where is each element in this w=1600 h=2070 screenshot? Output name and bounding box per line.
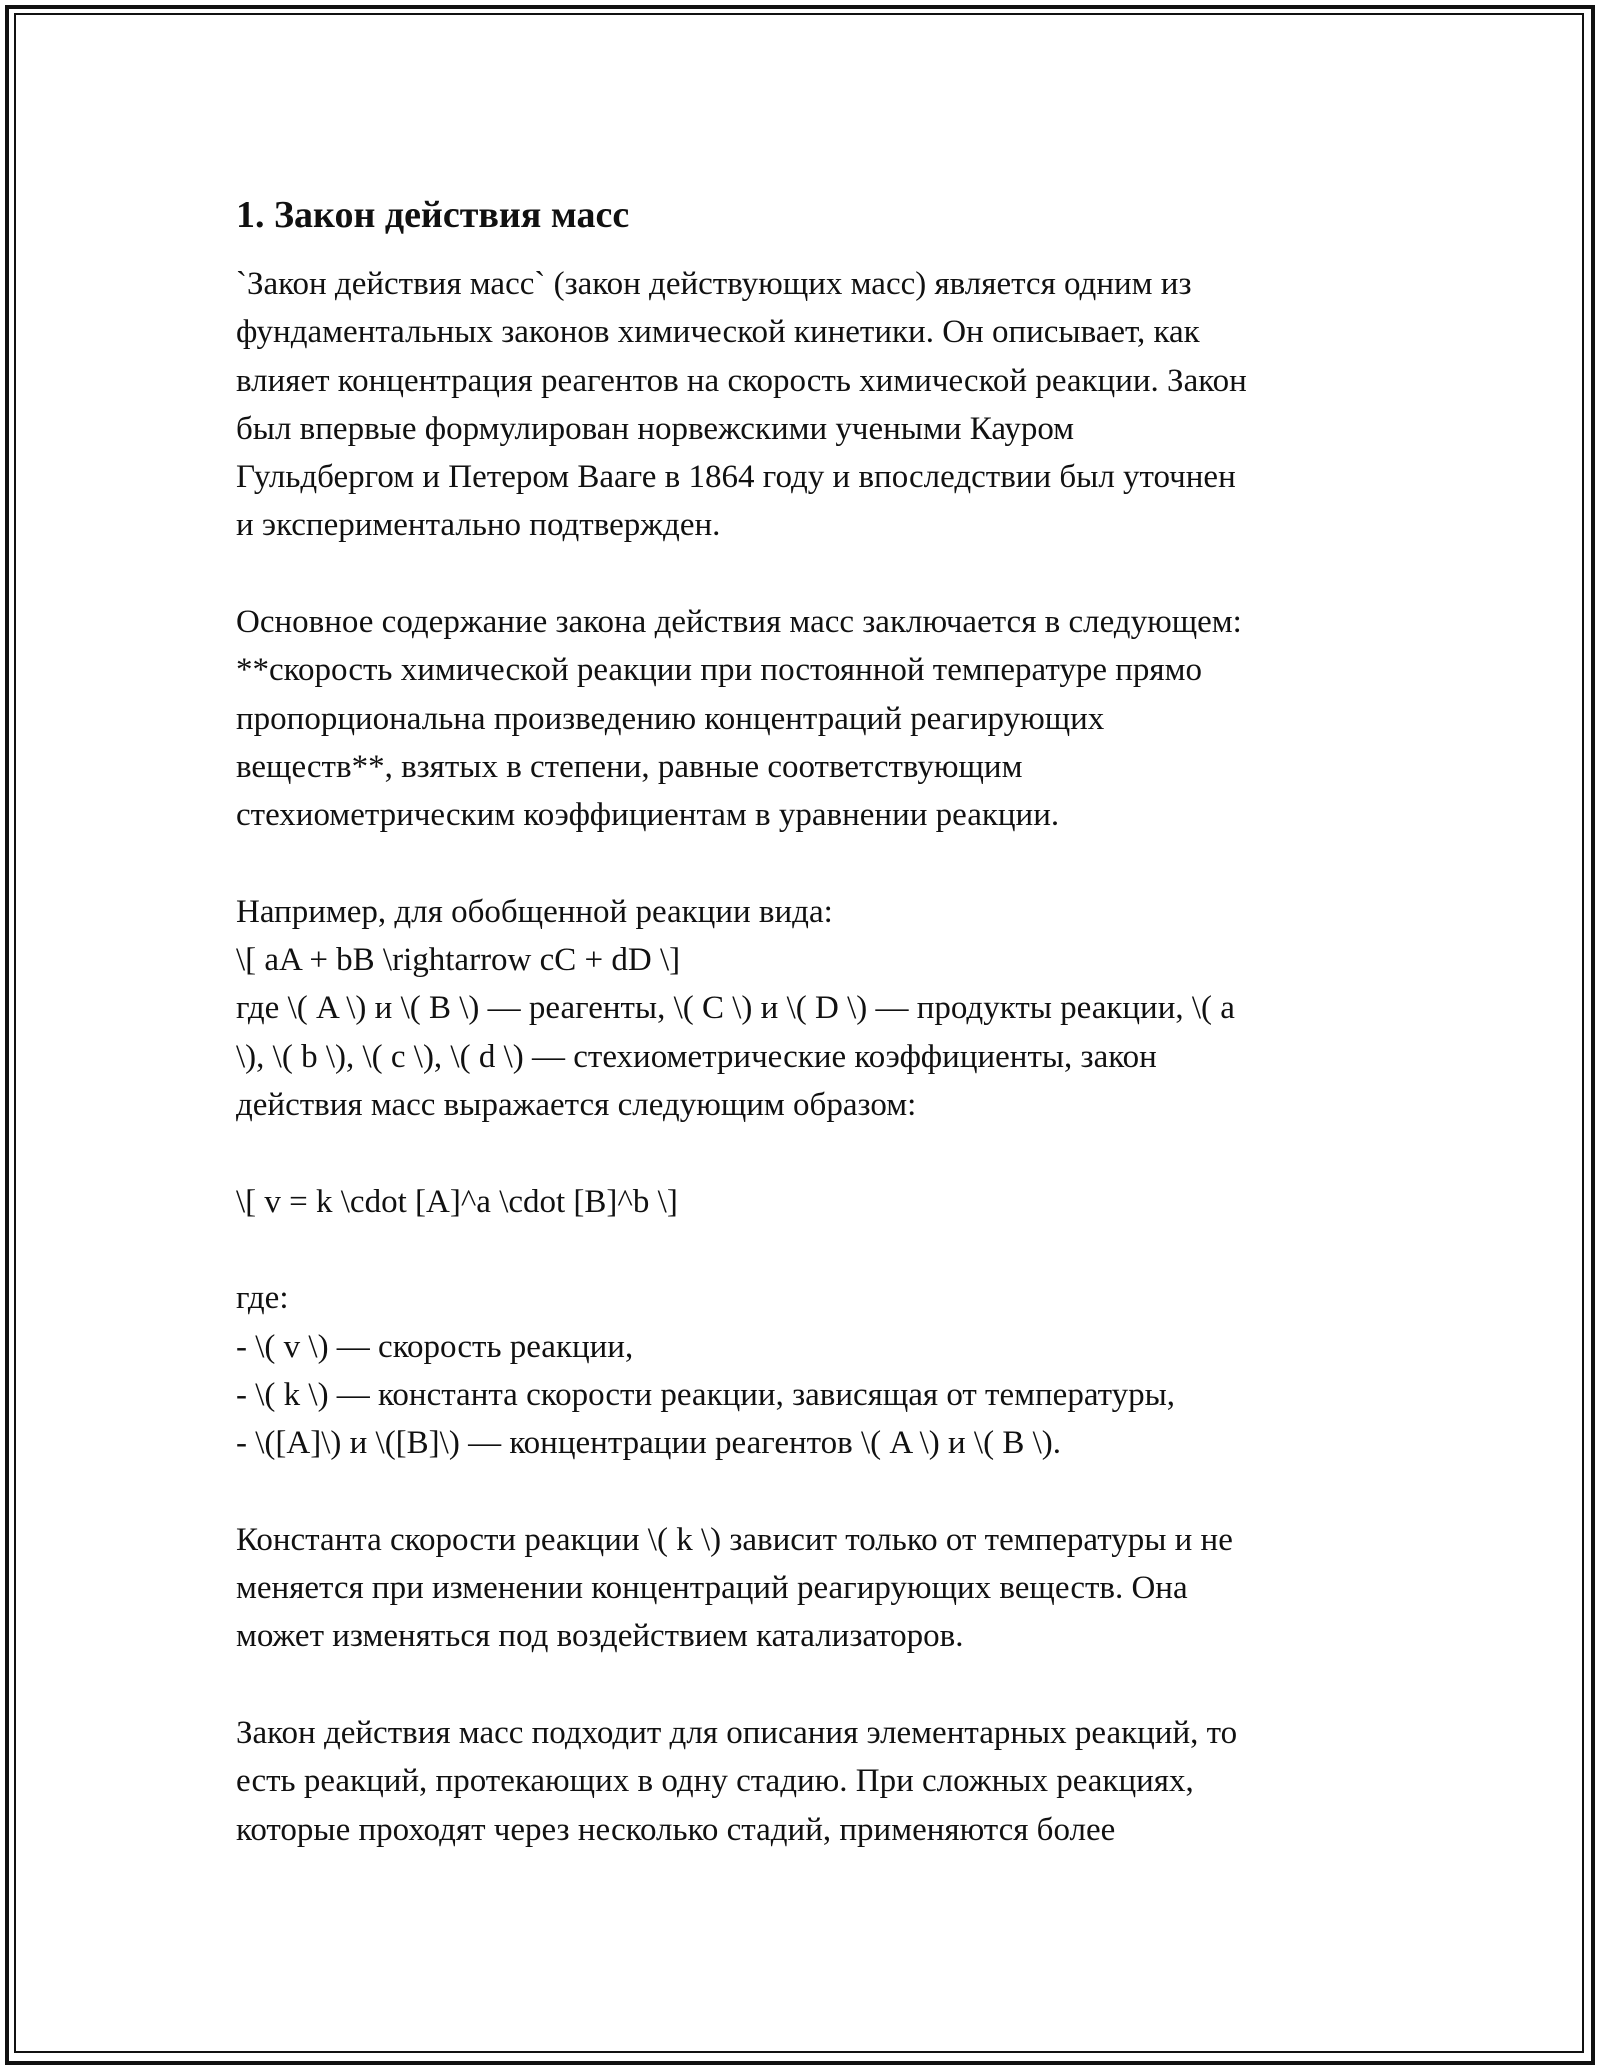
text-line: Например, для обобщенной реакции вида: xyxy=(236,893,833,930)
text-line: стехиометрическим коэффициентам в уравнении реакции. xyxy=(236,797,1060,834)
text-line: `Закон действия масс` (закон действующих масс) является одним из xyxy=(236,266,1192,302)
text-line: - \( k \) — константа скорости реакции, зависящая от температуры, xyxy=(236,1376,1176,1413)
text-line: есть реакций, протекающих в одну стадию. При сложных реакциях, xyxy=(236,1763,1194,1800)
text-line: Константа скорости реакции \( k \) зависит только от температуры и не xyxy=(236,1521,1233,1558)
text-line: Гульдбергом и Петером Вааге в 1864 году и впоследствии был уточнен xyxy=(236,459,1236,496)
text-line: \), \( b \), \( c \), \( d \) — стехиометрические коэффициенты, закон xyxy=(236,1038,1157,1075)
text-line: действия масс выражается следующим образом: xyxy=(236,1087,917,1124)
text-line: **скорость химической реакции при постоянной температуре прямо xyxy=(236,652,1202,689)
blank-line xyxy=(236,1226,1376,1274)
text-line: может изменяться под воздействием катализаторов. xyxy=(236,1618,964,1655)
text-line: и экспериментально подтвержден. xyxy=(236,507,721,544)
text-line: был впервые формулирован норвежскими учеными Кауром xyxy=(236,410,1075,447)
document-body xyxy=(236,184,1376,1854)
text-line: меняется при изменении концентраций реагирующих веществ. Она xyxy=(236,1570,1188,1607)
text-line: Закон действия масс подходит для описания элементарных реакций, то xyxy=(236,1714,1238,1751)
text-line: - \([A]\) и \([B]\) — концентрации реагентов \( A \) и \( B \). xyxy=(236,1425,1061,1462)
blank-line xyxy=(236,1661,1376,1709)
text-line: \[ aA + bB \rightarrow cC + dD \] xyxy=(236,942,681,979)
text-line: веществ**, взятых в степени, равные соответствующим xyxy=(236,748,1023,785)
blank-line xyxy=(236,840,1376,888)
blank-line xyxy=(236,1467,1376,1515)
text-line: где: xyxy=(236,1280,289,1317)
text-line: Основное содержание закона действия масс заключается в следующем: xyxy=(236,604,1242,641)
blank-line xyxy=(236,550,1376,598)
body-text xyxy=(236,260,1376,1854)
text-line: которые проходят через несколько стадий, применяются более xyxy=(236,1811,1116,1848)
text-line: \[ v = k \cdot [A]^a \cdot [B]^b \] xyxy=(236,1183,678,1220)
text-line: пропорциональна произведению концентраций реагирующих xyxy=(236,700,1105,737)
text-line: влияет концентрация реагентов на скорость химической реакции. Закон xyxy=(236,362,1247,399)
text-line: где \( A \) и \( B \) — реагенты, \( C \) и \( D \) — продукты реакции, \( a xyxy=(236,990,1235,1027)
text-line: - \( v \) — скорость реакции, xyxy=(236,1328,634,1365)
section-heading: 1. Закон действия масс xyxy=(236,194,630,236)
blank-line xyxy=(236,1129,1376,1177)
text-line: фундаментальных законов химической кинетики. Он описывает, как xyxy=(236,314,1200,351)
